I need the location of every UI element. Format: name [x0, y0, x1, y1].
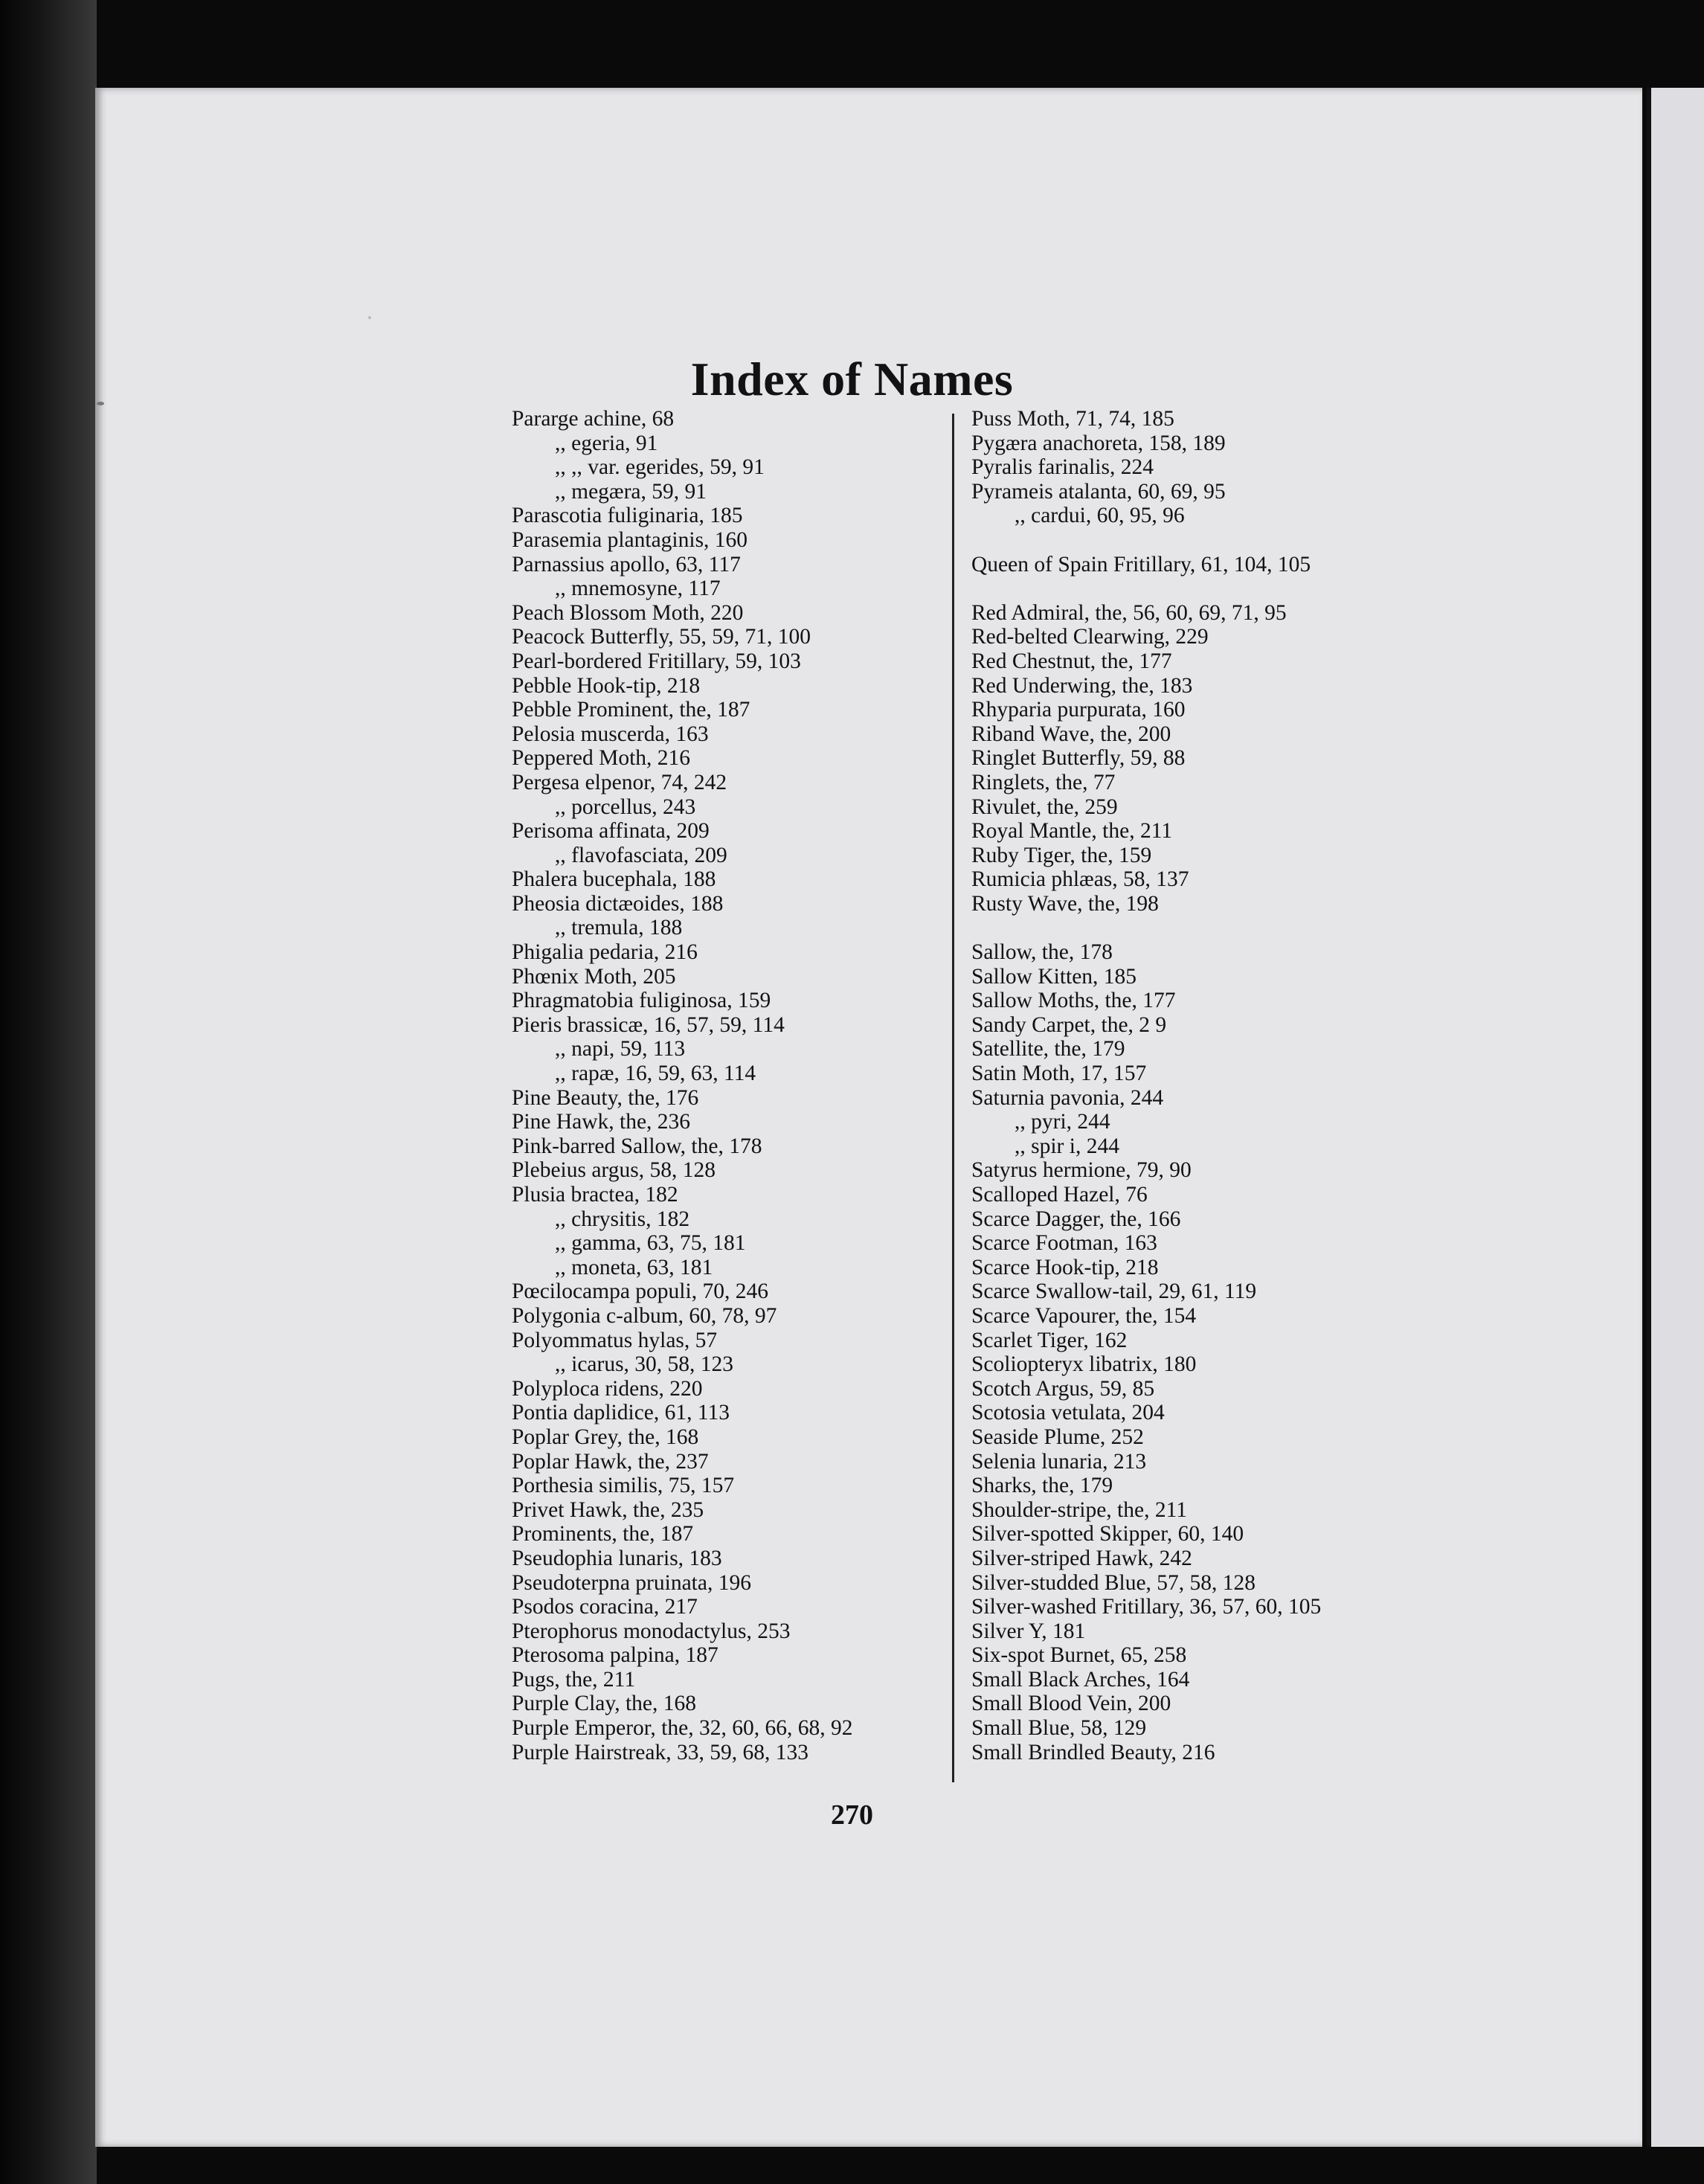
index-entry: Saturnia pavonia, 244	[971, 1085, 1164, 1110]
index-entry: Polygonia c-album, 60, 78, 97	[512, 1303, 777, 1328]
column-divider	[952, 414, 954, 1782]
index-entry: Pheosia dictæoides, 188	[512, 891, 724, 916]
index-entry: ,, spir i, 244	[1015, 1134, 1119, 1158]
index-entry: Scarlet Tiger, 162	[971, 1328, 1128, 1352]
index-entry: Rhyparia purpurata, 160	[971, 698, 1186, 722]
index-entry: Scotch Argus, 59, 85	[971, 1376, 1155, 1401]
index-entry: ,, napi, 59, 113	[555, 1037, 686, 1062]
index-entry: Small Blue, 58, 129	[971, 1716, 1147, 1741]
index-entry: Scarce Vapourer, the, 154	[971, 1303, 1197, 1328]
index-entry: Scarce Hook-tip, 218	[971, 1255, 1159, 1279]
index-entry: Peach Blossom Moth, 220	[512, 600, 744, 625]
index-entry: ,, mnemosyne, 117	[555, 576, 721, 601]
index-entry: Small Brindled Beauty, 216	[971, 1740, 1215, 1764]
index-entry: Pararge achine, 68	[512, 407, 675, 431]
page-number: 270	[831, 1799, 873, 1831]
index-entry: Pœcilocampa populi, 70, 246	[512, 1279, 768, 1304]
index-entry: Poplar Hawk, the, 237	[512, 1449, 709, 1474]
index-entry: Pterosoma palpina, 187	[512, 1643, 718, 1668]
index-entry: Pelosia muscerda, 163	[512, 722, 709, 746]
index-entry: Sallow Moths, the, 177	[971, 989, 1176, 1013]
index-entry: ,, ,, var. egerides, 59, 91	[555, 455, 765, 480]
index-entry: Sandy Carpet, the, 2 9	[971, 1012, 1167, 1037]
index-entry: Scarce Footman, 163	[971, 1231, 1157, 1256]
index-column-right	[971, 407, 1418, 1764]
index-entry: Royal Mantle, the, 211	[971, 819, 1173, 844]
index-entry: ,, chrysitis, 182	[555, 1207, 690, 1231]
index-entry: Polyploca ridens, 220	[512, 1376, 703, 1401]
index-entry: Selenia lunaria, 213	[971, 1449, 1147, 1474]
index-entry: ,, icarus, 30, 58, 123	[555, 1352, 734, 1377]
index-entry: Ruby Tiger, the, 159	[971, 843, 1152, 867]
index-entry: Rusty Wave, the, 198	[971, 891, 1159, 916]
index-entry: Red-belted Clearwing, 229	[971, 625, 1209, 649]
index-entry: Red Chestnut, the, 177	[971, 649, 1172, 673]
index-entry: Small Blood Vein, 200	[971, 1692, 1171, 1716]
index-entry: Small Black Arches, 164	[971, 1667, 1190, 1692]
index-entry: Pieris brassicæ, 16, 57, 59, 114	[512, 1012, 785, 1037]
index-entry: Plusia bractea, 182	[512, 1183, 678, 1207]
index-entry: Shoulder-stripe, the, 211	[971, 1497, 1187, 1522]
index-column-left	[512, 407, 951, 1764]
index-entry: Poplar Grey, the, 168	[512, 1425, 699, 1449]
index-entry: Silver Y, 181	[971, 1619, 1086, 1643]
index-entry: Scoliopteryx libatrix, 180	[971, 1352, 1197, 1377]
section-gap	[971, 916, 1418, 940]
index-entry: Pebble Hook-tip, 218	[512, 673, 701, 698]
index-entry: Silver-spotted Skipper, 60, 140	[971, 1522, 1244, 1547]
index-entry: Sharks, the, 179	[971, 1474, 1113, 1498]
index-entry: Scarce Dagger, the, 166	[971, 1207, 1181, 1231]
index-entry: Silver-striped Hawk, 242	[971, 1546, 1192, 1570]
index-entry: Phigalia pedaria, 216	[512, 940, 698, 965]
index-entry: Silver-washed Fritillary, 36, 57, 60, 105	[971, 1595, 1322, 1619]
index-entry: Pseudoterpna pruinata, 196	[512, 1570, 751, 1595]
index-title: Index of Names	[690, 352, 1014, 405]
section-gap	[971, 576, 1418, 601]
index-entry: ,, rapæ, 16, 59, 63, 114	[555, 1062, 756, 1086]
book-spine	[0, 0, 97, 2184]
index-entry: Six-spot Burnet, 65, 258	[971, 1643, 1187, 1668]
index-entry: Phragmatobia fuliginosa, 159	[512, 989, 771, 1013]
index-entry: Purple Hairstreak, 33, 59, 68, 133	[512, 1740, 808, 1764]
index-entry: Pebble Prominent, the, 187	[512, 698, 750, 722]
index-entry: Prominents, the, 187	[512, 1522, 694, 1547]
index-entry: Scarce Swallow-tail, 29, 61, 119	[971, 1279, 1257, 1304]
index-entry: Pyralis farinalis, 224	[971, 455, 1154, 480]
index-entry: Privet Hawk, the, 235	[512, 1497, 704, 1522]
index-entry: Parasemia plantaginis, 160	[512, 527, 748, 552]
index-entry: Queen of Spain Fritillary, 61, 104, 105	[971, 552, 1311, 576]
index-entry: Pearl-bordered Fritillary, 59, 103	[512, 649, 801, 673]
index-entry: Riband Wave, the, 200	[971, 722, 1171, 746]
index-entry: ,, egeria, 91	[555, 431, 658, 455]
index-entry: Parnassius apollo, 63, 117	[512, 552, 741, 576]
index-entry: Sallow, the, 178	[971, 940, 1113, 965]
index-entry: ,, moneta, 63, 181	[555, 1255, 713, 1279]
index-entry: Pyrameis atalanta, 60, 69, 95	[971, 479, 1226, 504]
index-entry: Purple Clay, the, 168	[512, 1692, 696, 1716]
index-entry: Rumicia phlæas, 58, 137	[971, 867, 1189, 892]
index-entry: Parascotia fuliginaria, 185	[512, 504, 743, 528]
index-entry: Scotosia vetulata, 204	[971, 1401, 1165, 1425]
paper-speck	[368, 316, 371, 319]
index-entry: ,, megæra, 59, 91	[555, 479, 707, 504]
index-entry: Purple Emperor, the, 32, 60, 66, 68, 92	[512, 1716, 853, 1741]
index-entry: ,, pyri, 244	[1015, 1110, 1110, 1134]
index-entry: Satellite, the, 179	[971, 1037, 1125, 1062]
index-entry: Rivulet, the, 259	[971, 794, 1118, 819]
index-entry: Satyrus hermione, 79, 90	[971, 1158, 1192, 1183]
index-entry: Peppered Moth, 216	[512, 746, 691, 771]
index-entry: Plebeius argus, 58, 128	[512, 1158, 716, 1183]
index-entry: Ringlet Butterfly, 59, 88	[971, 746, 1186, 771]
index-entry: Red Admiral, the, 56, 60, 69, 71, 95	[971, 600, 1287, 625]
index-entry: Perisoma affinata, 209	[512, 819, 710, 844]
index-entry: Satin Moth, 17, 157	[971, 1062, 1147, 1086]
index-entry: ,, tremula, 188	[555, 916, 683, 940]
index-entry: Pink-barred Sallow, the, 178	[512, 1134, 762, 1158]
index-entry: Sallow Kitten, 185	[971, 964, 1137, 989]
index-entry: ,, porcellus, 243	[555, 794, 696, 819]
index-entry: Phalera bucephala, 188	[512, 867, 716, 892]
index-entry: Phœnix Moth, 205	[512, 964, 676, 989]
index-entry: Psodos coracina, 217	[512, 1595, 698, 1619]
index-entry: Seaside Plume, 252	[971, 1425, 1144, 1449]
index-entry: Pygæra anachoreta, 158, 189	[971, 431, 1226, 455]
index-entry: Pergesa elpenor, 74, 242	[512, 770, 727, 794]
index-entry: Pterophorus monodactylus, 253	[512, 1619, 791, 1643]
section-gap	[971, 528, 1418, 553]
index-entry: Pine Hawk, the, 236	[512, 1110, 691, 1134]
index-entry: Pine Beauty, the, 176	[512, 1085, 699, 1110]
index-entry: Polyommatus hylas, 57	[512, 1328, 718, 1352]
index-entry: Silver-studded Blue, 57, 58, 128	[971, 1570, 1256, 1595]
index-entry: Ringlets, the, 77	[971, 770, 1116, 794]
index-entry: Pugs, the, 211	[512, 1667, 636, 1692]
index-entry: Puss Moth, 71, 74, 185	[971, 407, 1174, 431]
index-entry: Peacock Butterfly, 55, 59, 71, 100	[512, 625, 811, 649]
index-entry: Scalloped Hazel, 76	[971, 1183, 1148, 1207]
index-entry: Pseudophia lunaris, 183	[512, 1546, 722, 1570]
index-entry: Red Underwing, the, 183	[971, 673, 1193, 698]
index-entry: Pontia daplidice, 61, 113	[512, 1401, 730, 1425]
index-entry: Porthesia similis, 75, 157	[512, 1474, 735, 1498]
index-entry: ,, flavofasciata, 209	[555, 843, 727, 867]
index-entry: ,, gamma, 63, 75, 181	[555, 1231, 746, 1256]
index-entry: ,, cardui, 60, 95, 96	[1015, 504, 1185, 528]
